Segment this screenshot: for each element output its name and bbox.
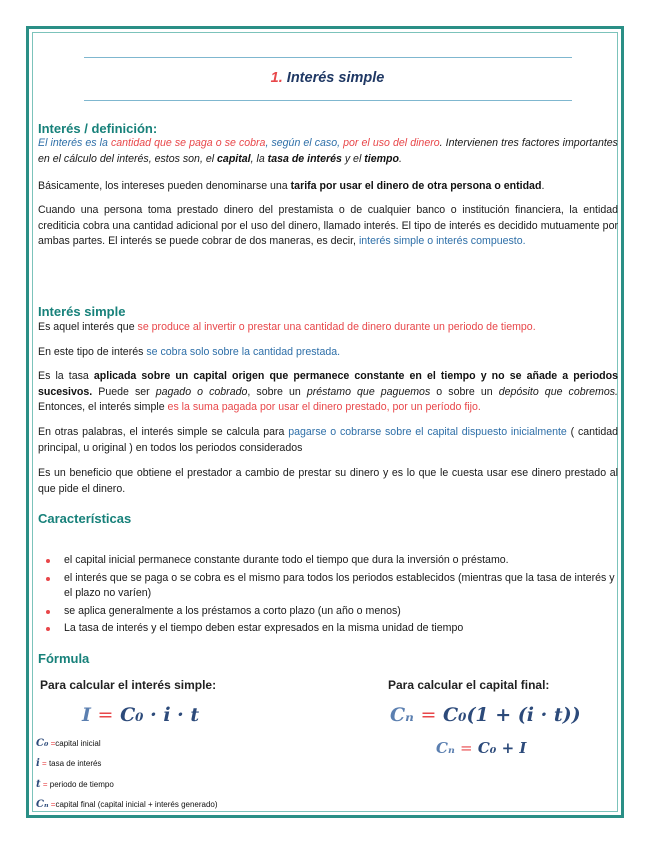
simple-paragraph-1: Es aquel interés que se produce al invertir o prestar una cantidad de dinero durante un periodo de tiempo.	[38, 321, 536, 333]
formula-heading: Fórmula	[38, 651, 90, 666]
list-item: el interés que se paga o se cobra es el mismo para todos los periodos establecidos (mientras que la tasa de interés y el plazo no varíen)	[38, 571, 622, 602]
page-title: 1. Interés simple	[270, 70, 385, 86]
legend-item: Cₙ =capital final (capital inicial + interés generado)	[36, 799, 218, 810]
legend-item: C₀ =capital inicial	[36, 738, 101, 749]
capital-equation-2: Cₙ = C₀ + I	[436, 739, 527, 757]
capital-formula-title: Para calcular el capital final:	[388, 678, 550, 692]
simple-paragraph-4: En otras palabras, el interés simple se calcula para pagarse o cobrarse sobre el capital dispuesto inicialmente ( cantidad principal, u original ) en todos los periodos considerados	[38, 426, 618, 454]
title-rule-top	[84, 57, 572, 58]
definition-paragraph-2: Básicamente, los intereses pueden denominarse una tarifa por usar el dinero de otra persona o entidad.	[38, 180, 545, 192]
interest-formula-title: Para calcular el interés simple:	[40, 678, 217, 692]
list-item: el capital inicial permanece constante durante todo el tiempo que dura la inversión o préstamo.	[38, 553, 622, 569]
features-list	[38, 553, 622, 639]
simple-paragraph-2: En este tipo de interés se cobra solo sobre la cantidad prestada.	[38, 346, 341, 358]
title-rule-bottom	[84, 100, 572, 101]
definition-paragraph-1: El interés es la cantidad que se paga o se cobra, según el caso, por el uso del dinero. Intervienen tres factores importantes en el cálculo del interés, estos son, el capital, la tasa de interés y el tiempo.	[38, 137, 618, 165]
list-item: se aplica generalmente a los préstamos a corto plazo (un año o menos)	[38, 604, 622, 620]
definition-paragraph-3: Cuando una persona toma prestado dinero del prestamista o de cualquier banco o institución financiera, la entidad crediticia cobra una cantidad adicional por el uso del dinero, llamado interés. El tipo de interés es decidido mutuamente por ambas partes. El interés se puede cobrar de dos maneras, es decir, interés simple o interés compuesto.	[38, 204, 618, 247]
legend-item: t = periodo de tiempo	[36, 779, 114, 790]
definition-heading: Interés / definición:	[38, 121, 158, 136]
list-item: La tasa de interés y el tiempo deben estar expresados en la misma unidad de tiempo	[38, 621, 622, 637]
interest-equation: I = C₀ · i · t	[82, 704, 200, 726]
legend-item: i = tasa de interés	[36, 758, 102, 769]
simple-paragraph-5: Es un beneficio que obtiene el prestador a cambio de prestar su dinero y es lo que le cuesta usar ese dinero prestado al que pide el dinero.	[38, 467, 618, 495]
simple-interest-heading: Interés simple	[38, 304, 126, 319]
features-heading: Características	[38, 511, 132, 526]
capital-equation-1: Cₙ = C₀(1 + (i · t))	[390, 704, 581, 726]
simple-paragraph-3: Es la tasa aplicada sobre un capital origen que permanece constante en el tiempo y no se añade a periodos sucesivos. Puede ser pagado o cobrado, sobre un préstamo que paguemos o sobre un depósito que cobremos. Entonces, el interés simple es la suma pagada por usar el dinero prestado, por un período fijo.	[38, 370, 619, 413]
